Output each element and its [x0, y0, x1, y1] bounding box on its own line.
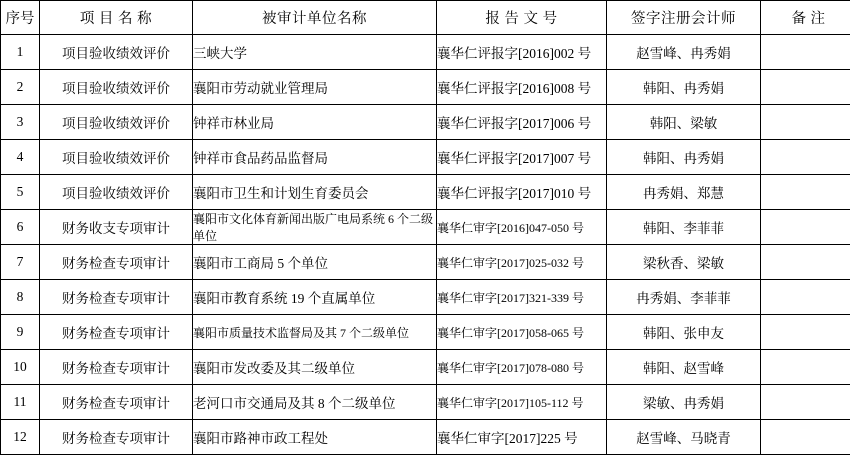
- table-row: [1, 280, 850, 315]
- cell-remark: [761, 140, 850, 175]
- cell-seq: 2: [1, 70, 40, 105]
- cell-remark: [761, 385, 850, 420]
- cell-signing-cpa: 冉秀娟、李菲菲: [607, 280, 761, 315]
- cell-project-name: 财务检查专项审计: [40, 280, 193, 315]
- cell-document-number: 襄华仁审字[2017]078-080 号: [437, 350, 607, 385]
- cell-seq: 6: [1, 210, 40, 245]
- cell-remark: [761, 175, 850, 210]
- table-row: [1, 245, 850, 280]
- cell-remark: [761, 70, 850, 105]
- cell-seq: 3: [1, 105, 40, 140]
- cell-audited-unit: 襄阳市发改委及其二级单位: [193, 350, 437, 385]
- table-row: [1, 420, 850, 455]
- cell-document-number: 襄华仁审字[2017]058-065 号: [437, 315, 607, 350]
- cell-document-number: 襄华仁评报字[2016]008 号: [437, 70, 607, 105]
- table-body: [1, 35, 850, 455]
- cell-remark: [761, 280, 850, 315]
- cell-seq: 1: [1, 35, 40, 70]
- cell-project-name: 财务检查专项审计: [40, 245, 193, 280]
- cell-audited-unit: 襄阳市质量技术监督局及其 7 个二级单位: [193, 315, 437, 350]
- cell-document-number: 襄华仁评报字[2016]002 号: [437, 35, 607, 70]
- cell-remark: [761, 245, 850, 280]
- cell-signing-cpa: 赵雪峰、马晓青: [607, 420, 761, 455]
- cell-project-name: 财务检查专项审计: [40, 420, 193, 455]
- cell-audited-unit: 襄阳市劳动就业管理局: [193, 70, 437, 105]
- cell-project-name: 财务检查专项审计: [40, 385, 193, 420]
- cell-signing-cpa: 冉秀娟、郑慧: [607, 175, 761, 210]
- cell-audited-unit: 襄阳市卫生和计划生育委员会: [193, 175, 437, 210]
- cell-signing-cpa: 梁秋香、梁敏: [607, 245, 761, 280]
- cell-seq: 5: [1, 175, 40, 210]
- cell-audited-unit: 襄阳市教育系统 19 个直属单位: [193, 280, 437, 315]
- cell-project-name: 项目验收绩效评价: [40, 175, 193, 210]
- cell-remark: [761, 210, 850, 245]
- cell-signing-cpa: 赵雪峰、冉秀娟: [607, 35, 761, 70]
- cell-signing-cpa: 韩阳、李菲菲: [607, 210, 761, 245]
- table-row: [1, 385, 850, 420]
- cell-remark: [761, 420, 850, 455]
- table-row: [1, 350, 850, 385]
- cell-project-name: 项目验收绩效评价: [40, 35, 193, 70]
- column-header-document-number: 报 告 文 号: [437, 1, 607, 35]
- cell-seq: 7: [1, 245, 40, 280]
- cell-remark: [761, 35, 850, 70]
- cell-project-name: 财务检查专项审计: [40, 350, 193, 385]
- table-row: [1, 105, 850, 140]
- cell-signing-cpa: 韩阳、赵雪峰: [607, 350, 761, 385]
- cell-signing-cpa: 韩阳、张申友: [607, 315, 761, 350]
- table-row: [1, 140, 850, 175]
- cell-signing-cpa: 韩阳、冉秀娟: [607, 140, 761, 175]
- cell-document-number: 襄华仁评报字[2017]007 号: [437, 140, 607, 175]
- column-header-project-name: 项 目 名 称: [40, 1, 193, 35]
- cell-document-number: 襄华仁审字[2017]225 号: [437, 420, 607, 455]
- cell-audited-unit: 钟祥市林业局: [193, 105, 437, 140]
- cell-document-number: 襄华仁审字[2017]105-112 号: [437, 385, 607, 420]
- column-header-audited-unit: 被审计单位名称: [193, 1, 437, 35]
- cell-seq: 11: [1, 385, 40, 420]
- cell-document-number: 襄华仁审字[2016]047-050 号: [437, 210, 607, 245]
- table-row: [1, 175, 850, 210]
- cell-signing-cpa: 韩阳、冉秀娟: [607, 70, 761, 105]
- cell-project-name: 项目验收绩效评价: [40, 105, 193, 140]
- table-header-row: [1, 1, 850, 35]
- cell-remark: [761, 350, 850, 385]
- cell-seq: 8: [1, 280, 40, 315]
- cell-audited-unit: 钟祥市食品药品监督局: [193, 140, 437, 175]
- cell-audited-unit: 三峡大学: [193, 35, 437, 70]
- cell-audited-unit: 襄阳市文化体育新闻出版广电局系统 6 个二级单位: [193, 210, 437, 245]
- cell-remark: [761, 315, 850, 350]
- cell-signing-cpa: 梁敏、冉秀娟: [607, 385, 761, 420]
- table-header: [1, 1, 850, 35]
- column-header-remark: 备 注: [761, 1, 850, 35]
- table-row: [1, 35, 850, 70]
- column-header-seq: 序号: [1, 1, 40, 35]
- table-row: [1, 70, 850, 105]
- cell-document-number: 襄华仁评报字[2017]010 号: [437, 175, 607, 210]
- cell-seq: 10: [1, 350, 40, 385]
- cell-document-number: 襄华仁评报字[2017]006 号: [437, 105, 607, 140]
- cell-project-name: 项目验收绩效评价: [40, 70, 193, 105]
- cell-document-number: 襄华仁审字[2017]321-339 号: [437, 280, 607, 315]
- cell-seq: 9: [1, 315, 40, 350]
- cell-seq: 4: [1, 140, 40, 175]
- cell-seq: 12: [1, 420, 40, 455]
- cell-audited-unit: 襄阳市工商局 5 个单位: [193, 245, 437, 280]
- cell-remark: [761, 105, 850, 140]
- cell-project-name: 项目验收绩效评价: [40, 140, 193, 175]
- table-row: [1, 315, 850, 350]
- column-header-signing-cpa: 签字注册会计师: [607, 1, 761, 35]
- cell-project-name: 财务收支专项审计: [40, 210, 193, 245]
- table-row: [1, 210, 850, 245]
- cell-signing-cpa: 韩阳、梁敏: [607, 105, 761, 140]
- cell-audited-unit: 老河口市交通局及其 8 个二级单位: [193, 385, 437, 420]
- cell-project-name: 财务检查专项审计: [40, 315, 193, 350]
- cell-audited-unit: 襄阳市路神市政工程处: [193, 420, 437, 455]
- cell-document-number: 襄华仁审字[2017]025-032 号: [437, 245, 607, 280]
